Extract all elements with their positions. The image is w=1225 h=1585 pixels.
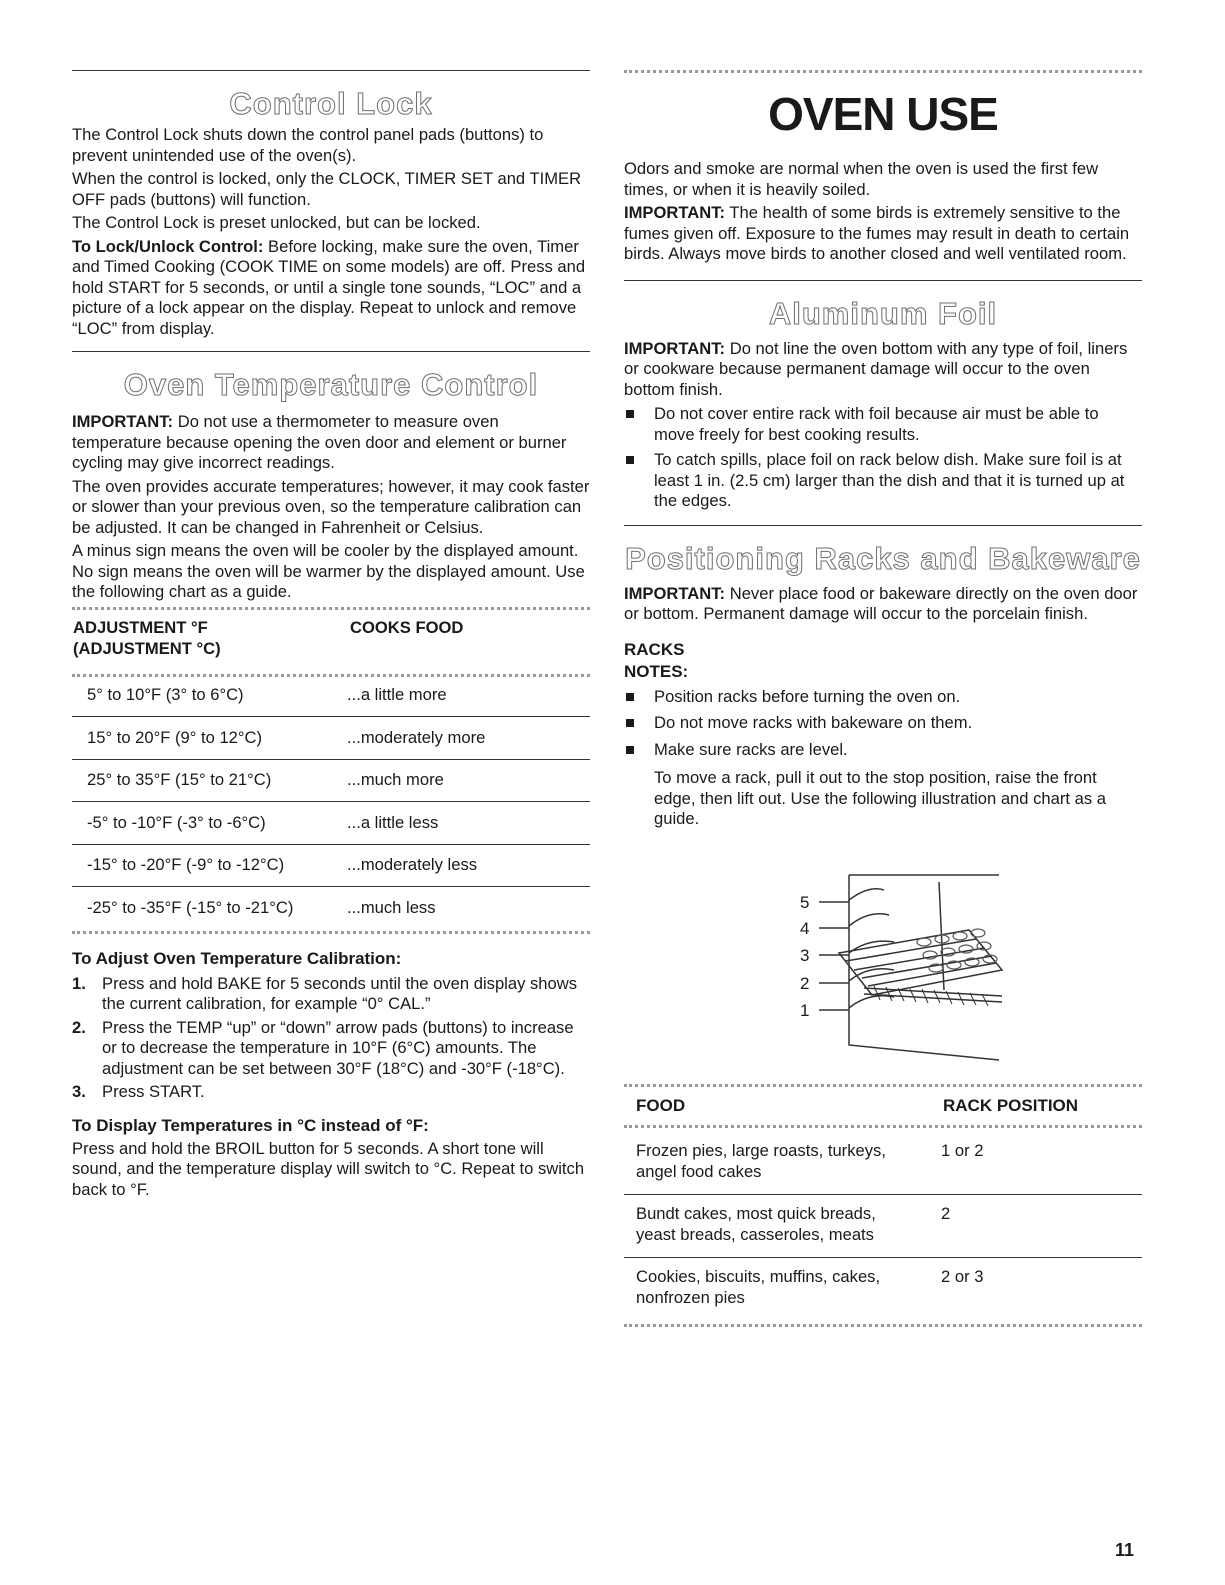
adjustment-table-header — [72, 616, 590, 660]
adjustment-cell: 5° to 10°F (3° to 6°C) — [72, 675, 347, 717]
step-number: 3. — [72, 1082, 86, 1101]
rack-label: 1 — [800, 1000, 810, 1020]
cooks-food-cell: ...a little less — [347, 802, 590, 845]
list-item — [624, 687, 1142, 708]
header-adjustment-c: (ADJUSTMENT °C) — [73, 638, 221, 658]
food-cell — [624, 1257, 941, 1320]
step-text: Press START. — [102, 1082, 205, 1101]
oven-use-p1: Odors and smoke are normal when the oven is used the first few times, or when it is heavily soiled. — [624, 159, 1099, 199]
important-text: Do not use a thermometer to measure oven temperature because opening the oven door and element or burner cycling may give incorrect readings. — [72, 412, 567, 472]
section-rule — [72, 351, 590, 352]
step-text: Press and hold BAKE for 5 seconds until the oven display shows the current calibration, for example “0° CAL.” — [102, 973, 578, 1013]
adjustment-cell: 15° to 20°F (9° to 12°C) — [72, 717, 347, 760]
table-row — [624, 1132, 1142, 1195]
food-line: Bundt cakes, most quick breads, — [636, 1203, 876, 1223]
cooks-food-cell: ...much less — [347, 897, 436, 917]
important-lead: IMPORTANT: — [624, 203, 726, 222]
rack-table-header — [624, 1095, 1142, 1117]
rack-label: 4 — [800, 918, 810, 938]
rack-table-bottom-rule — [624, 1324, 1142, 1327]
bullet-icon — [626, 456, 634, 464]
control-lock-p4 — [72, 237, 590, 340]
important-text: Do not line the oven bottom with any type of foil, liners or cookware because permanent damage will occur to the oven bottom finish. — [624, 338, 1128, 399]
control-lock-title: Control Lock — [229, 86, 433, 121]
control-lock-p3: The Control Lock is preset unlocked, but can be locked. — [72, 213, 481, 232]
rack-label: 3 — [800, 945, 810, 965]
table-row — [72, 717, 590, 760]
top-rule — [72, 70, 590, 71]
left-column — [72, 70, 590, 1200]
rack-label: 2 — [800, 973, 810, 993]
oven-temp-title: Oven Temperature Control — [123, 367, 539, 402]
list-item-text: Make sure racks are level. — [654, 739, 848, 759]
header-adjustment — [72, 616, 349, 660]
bullet-icon — [626, 410, 634, 418]
page-number: 11 — [1115, 1540, 1135, 1560]
foil-important — [624, 339, 1142, 401]
list-item-text: To catch spills, place foil on rack below dish. Make sure foil is at least 1 in. (2.5 cm) larger than the dish and that it is turned up at the edges. — [654, 450, 1125, 510]
right-column — [624, 70, 1142, 1327]
adjustment-cell: 25° to 35°F (15° to 21°C) — [72, 759, 347, 802]
bullet-icon — [626, 746, 634, 754]
table-top-rule — [72, 607, 590, 610]
step-text: Press the TEMP “up” or “down” arrow pads (buttons) to increase or to decrease the temperature in 10°F (6°C) amounts. The adjustment can be set between 30°F (18°C) and -30°F (-18°C). — [102, 1017, 574, 1078]
table-bottom-rule — [72, 931, 590, 934]
list-item — [624, 404, 1142, 445]
important-text: The health of some birds is extremely sensitive to the fumes given off. Exposure to the fumes may result in death to certain birds. Always move birds to another closed and well ventilated room. — [624, 203, 1130, 263]
food-line: yeast breads, casseroles, meats — [636, 1224, 874, 1244]
bullet-icon — [626, 693, 634, 701]
table-row — [72, 675, 590, 717]
list-item-text: Do not cover entire rack with foil because air must be able to move freely for best cooking results. — [654, 404, 1099, 444]
list-item-text: Position racks before turning the oven on. — [654, 686, 961, 706]
adjust-steps — [72, 974, 590, 1103]
food-cell — [624, 1132, 941, 1195]
adjust-step — [72, 1018, 590, 1080]
cooks-food-cell: ...moderately less — [347, 844, 590, 887]
oven-use-important — [624, 203, 1142, 265]
step-number: 2. — [72, 1017, 86, 1037]
table-row — [72, 887, 590, 929]
rack-table-top-rule — [624, 1084, 1142, 1087]
cooks-food-cell: ...much more — [347, 759, 590, 802]
rack-label: 5 — [800, 892, 810, 912]
lock-unlock-text: Before locking, make sure the oven, Timer and Timed Cooking (COOK TIME on some models) are off. Press and hold START for 5 seconds, or until a single tone sounds, “LOC” and a picture of a lock appear on the display. Repeat to unlock and remove “LOC” from display. — [72, 236, 586, 338]
food-line: nonfrozen pies — [636, 1287, 745, 1307]
oven-temp-p3: A minus sign means the oven will be cooler by the displayed amount. No sign means the oven will be warmer by the displayed amount. Use the following chart as a guide. — [72, 541, 585, 601]
food-line: Cookies, biscuits, muffins, cakes, — [636, 1266, 881, 1286]
food-cell — [624, 1194, 941, 1257]
table-row — [624, 1257, 1142, 1320]
notes-heading: NOTES: — [624, 661, 689, 681]
cooks-food-cell: ...moderately more — [347, 717, 590, 760]
control-lock-p2: When the control is locked, only the CLOCK, TIMER SET and TIMER OFF pads (buttons) will function. — [72, 169, 582, 209]
rack-position-cell: 1 or 2 — [941, 1132, 1142, 1195]
rack-position-cell: 2 — [941, 1194, 1142, 1257]
table-row — [72, 802, 590, 845]
adjust-heading: To Adjust Oven Temperature Calibration: — [72, 948, 402, 968]
display-text: Press and hold the BROIL button for 5 seconds. A short tone will sound, and the temperature display will switch to °C. Repeat to switch back to °F. — [72, 1138, 585, 1199]
adjustment-cell: -5° to -10°F (-3° to -6°C) — [72, 802, 347, 845]
section-rule — [624, 525, 1142, 526]
list-item — [624, 450, 1142, 512]
display-heading: To Display Temperatures in °C instead of °F: — [72, 1115, 429, 1135]
header-food: FOOD — [636, 1095, 686, 1115]
adjustment-table-body — [72, 675, 590, 929]
adjustment-table — [72, 616, 590, 660]
rack-table-header-rule — [624, 1125, 1142, 1128]
important-lead: IMPORTANT: — [72, 412, 174, 431]
oven-temp-important — [72, 412, 590, 474]
rack-position-table — [624, 1095, 1142, 1117]
oven-rack-diagram — [624, 860, 1142, 1070]
move-rack-text: To move a rack, pull it out to the stop position, raise the front edge, then lift out. Use the following illustration and chart as a guide. — [654, 768, 1106, 828]
bullet-icon — [626, 719, 634, 727]
positioning-important — [624, 584, 1142, 625]
cooks-food-cell: ...a little more — [347, 675, 590, 717]
important-lead: IMPORTANT: — [624, 338, 726, 358]
positioning-title: Positioning Racks and Bakeware — [625, 540, 1141, 576]
food-line: Frozen pies, large roasts, turkeys, — [636, 1140, 886, 1160]
adjustment-cell: -25° to -35°F (-15° to -21°C) — [87, 897, 294, 917]
header-cooks-food: COOKS FOOD — [350, 617, 464, 637]
important-text: Never place food or bakeware directly on the oven door or bottom. Permanent damage will occur to the porcelain finish. — [624, 583, 1138, 623]
header-rack-position: RACK POSITION — [943, 1095, 1079, 1115]
top-rule — [624, 70, 1142, 73]
rack-notes — [624, 687, 1142, 761]
table-row — [624, 1194, 1142, 1257]
table-row — [72, 759, 590, 802]
list-item-text: Do not move racks with bakeware on them. — [654, 713, 973, 732]
food-line: angel food cakes — [636, 1161, 762, 1181]
adjust-step — [72, 1082, 590, 1103]
oven-temp-p2: The oven provides accurate temperatures; however, it may cook faster or slower than your previous oven, so the temperature calibration can be adjusted. It can be changed in Fahrenheit or Celsius. — [72, 476, 590, 537]
rack-position-table-body — [624, 1132, 1142, 1320]
rack-position-cell: 2 or 3 — [941, 1266, 984, 1286]
rack-illustration — [624, 860, 1142, 1070]
racks-heading: RACKS — [624, 639, 685, 659]
adjust-step — [72, 974, 590, 1015]
table-row — [72, 844, 590, 887]
list-item — [624, 713, 1142, 734]
list-item — [624, 740, 1142, 761]
lock-unlock-lead: To Lock/Unlock Control: — [72, 236, 264, 256]
header-adjustment-f: ADJUSTMENT °F — [73, 617, 208, 637]
important-lead: IMPORTANT: — [624, 583, 726, 603]
adjustment-cell: -15° to -20°F (-9° to -12°C) — [72, 844, 347, 887]
foil-bullets — [624, 404, 1142, 512]
oven-use-title: OVEN USE — [768, 88, 998, 140]
aluminum-foil-title: Aluminum Foil — [768, 295, 998, 331]
control-lock-p1: The Control Lock shuts down the control panel pads (buttons) to prevent unintended use of the oven(s). — [72, 125, 544, 165]
section-rule — [624, 280, 1142, 281]
step-number: 1. — [72, 973, 86, 993]
